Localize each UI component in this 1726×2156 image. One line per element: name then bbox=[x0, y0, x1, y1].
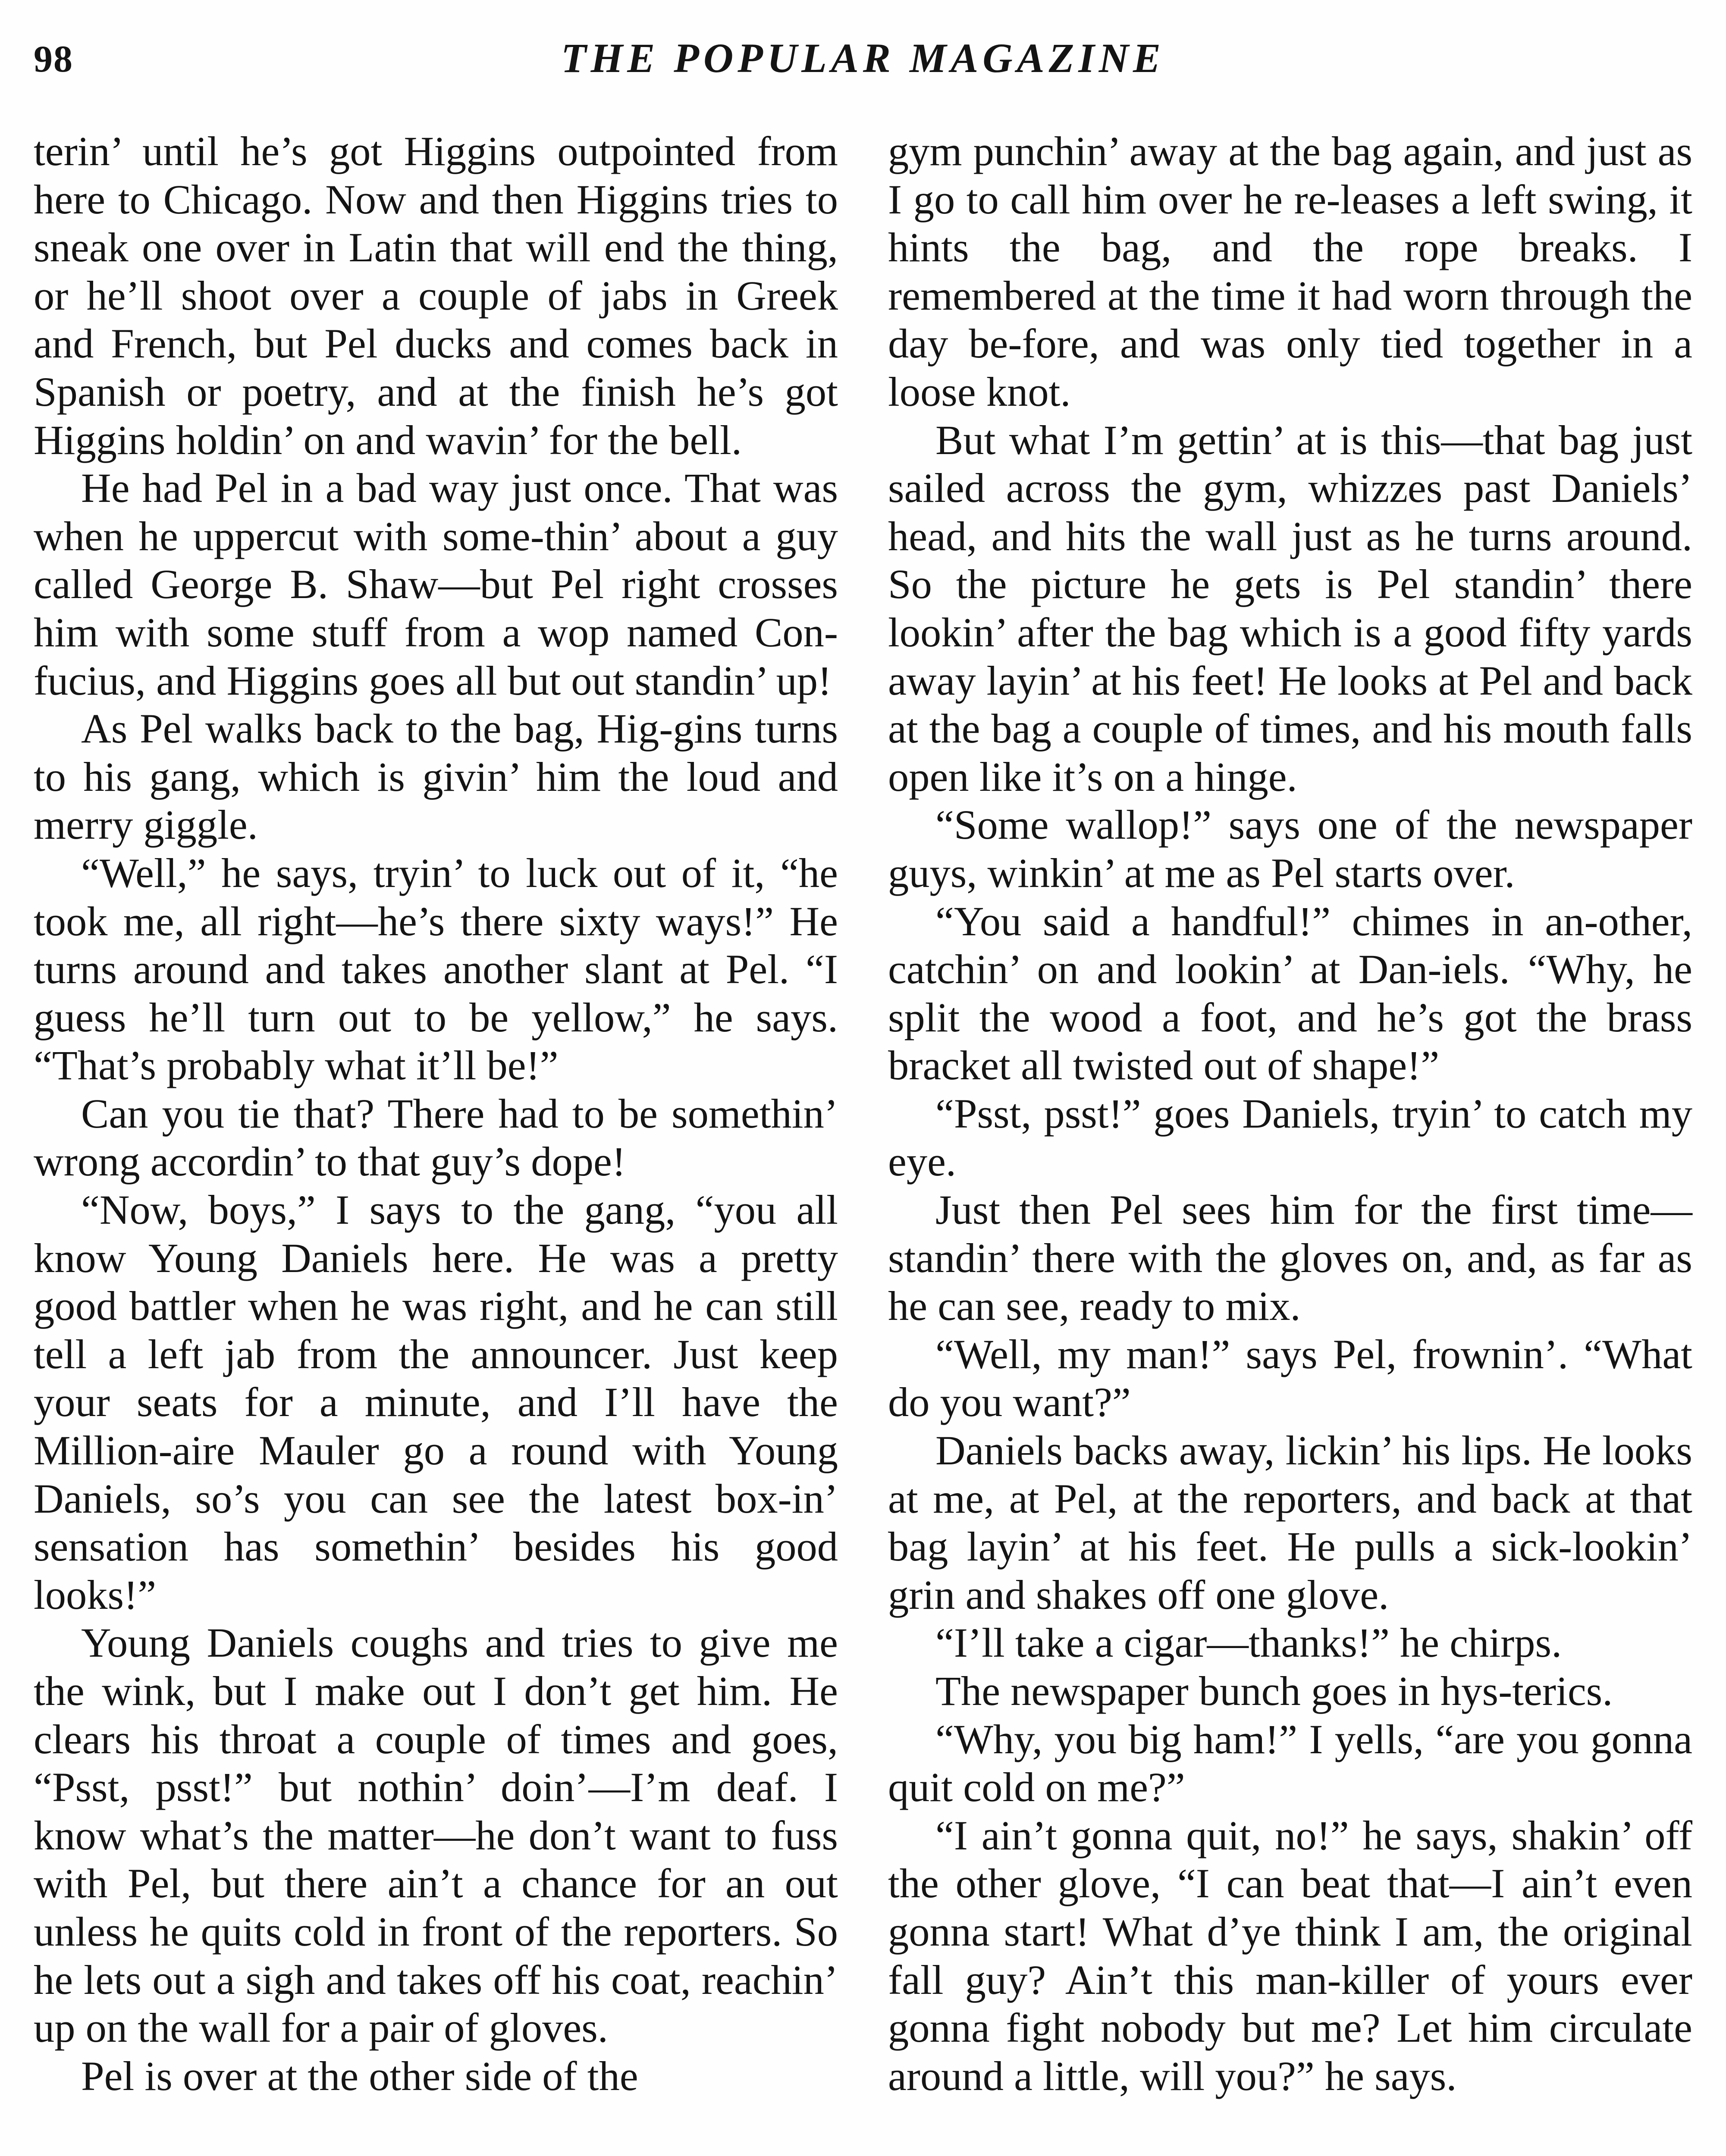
paragraph: “Well,” he says, tryin’ to luck out of it, “he took me, all right—he’s there sixty ways!” He turns around and takes another slant at Pel. “I guess he’ll turn out to be yellow,” he says. “That’s probably what it’ll be!” bbox=[34, 849, 838, 1089]
paragraph: “I’ll take a cigar—thanks!” he chirps. bbox=[935, 1620, 1562, 1666]
paragraph: “Well, my man!” says Pel, frownin’. “What do you want?” bbox=[888, 1331, 1692, 1426]
page-header bbox=[34, 30, 1692, 91]
text-columns bbox=[34, 127, 1692, 2156]
paragraph: Pel is over at the other side of the bbox=[81, 2053, 638, 2099]
paragraph: Just then Pel sees him for the first time—standin’ there with the gloves on, and, as far as he can see, ready to mix. bbox=[888, 1187, 1692, 1329]
page-number: 98 bbox=[34, 38, 73, 80]
paragraph: “You said a handful!” chimes in an-other, catchin’ on and lookin’ at Dan-iels. “Why, he split the wood a foot, and he’s got the brass bracket all twisted out of shape!” bbox=[888, 898, 1692, 1089]
paragraph: As Pel walks back to the bag, Hig-gins turns to his gang, which is givin’ him the loud and merry giggle. bbox=[34, 705, 838, 848]
paragraph: “I ain’t gonna quit, no!” he says, shakin’ off the other glove, “I can beat that—I ain’t even gonna start! What d’ye think I am, the original fall guy? Ain’t this man-killer of yours ever gonna fight nobody but me? Let him circulate around a little, will you?” he says. bbox=[888, 1812, 1692, 2099]
right-column bbox=[888, 127, 1692, 2156]
running-title: THE POPULAR MAGAZINE bbox=[561, 35, 1165, 81]
paragraph: “Psst, psst!” goes Daniels, tryin’ to catch my eye. bbox=[888, 1090, 1692, 1185]
paragraph: terin’ until he’s got Higgins outpointed from here to Chicago. Now and then Higgins tries to sneak one over in Latin that will end the thing, or he’ll shoot over a couple of jabs in Greek and French, but Pel ducks and comes back in Spanish or poetry, and at the finish he’s got Higgins holdin’ on and wavin’ for the bell. bbox=[34, 128, 838, 463]
left-column bbox=[34, 127, 838, 2156]
paragraph: “Now, boys,” I says to the gang, “you all know Young Daniels here. He was a pretty good battler when he was right, and he can still tell a left jab from the announcer. Just keep your seats for a minute, and I’ll have the Million-aire Mauler go a round with Young Daniels, so’s you can see the latest box-in’ sensation has somethin’ besides his good looks!” bbox=[34, 1187, 838, 1618]
paragraph: But what I’m gettin’ at is this—that bag just sailed across the gym, whizzes past Daniels’ head, and hits the wall just as he turns around. So the picture he gets is Pel standin’ there lookin’ after the bag which is a good fifty yards away layin’ at his feet! He looks at Pel and back at the bag a couple of times, and his mouth falls open like it’s on a hinge. bbox=[888, 417, 1692, 800]
paragraph: “Why, you big ham!” I yells, “are you gonna quit cold on me?” bbox=[888, 1716, 1692, 1811]
paragraph: The newspaper bunch goes in hys-terics. bbox=[935, 1668, 1613, 1714]
paragraph: Daniels backs away, lickin’ his lips. He looks at me, at Pel, at the reporters, and back at that bag layin’ at his feet. He pulls a sick-lookin’ grin and shakes off one glove. bbox=[888, 1427, 1692, 1618]
paragraph: “Some wallop!” says one of the newspaper guys, winkin’ at me as Pel starts over. bbox=[888, 802, 1692, 896]
paragraph: He had Pel in a bad way just once. That was when he uppercut with some-thin’ about a guy called George B. Shaw—but Pel right crosses him with some stuff from a wop named Con-fucius, and Higgins goes all but out standin’ up! bbox=[34, 465, 838, 704]
paragraph: Can you tie that? There had to be somethin’ wrong accordin’ to that guy’s dope! bbox=[34, 1090, 838, 1185]
paragraph: gym punchin’ away at the bag again, and just as I go to call him over he re-leases a left swing, it hints the bag, and the rope breaks. I remembered at the time it had worn through the day be-fore, and was only tied together in a loose knot. bbox=[888, 128, 1692, 415]
paragraph: Young Daniels coughs and tries to give me the wink, but I make out I don’t get him. He clears his throat a couple of times and goes, “Psst, psst!” but nothin’ doin’—I’m deaf. I know what’s the matter—he don’t want to fuss with Pel, but there ain’t a chance for an out unless he quits cold in front of the reporters. So he lets out a sigh and takes off his coat, reachin’ up on the wall for a pair of gloves. bbox=[34, 1620, 838, 2051]
